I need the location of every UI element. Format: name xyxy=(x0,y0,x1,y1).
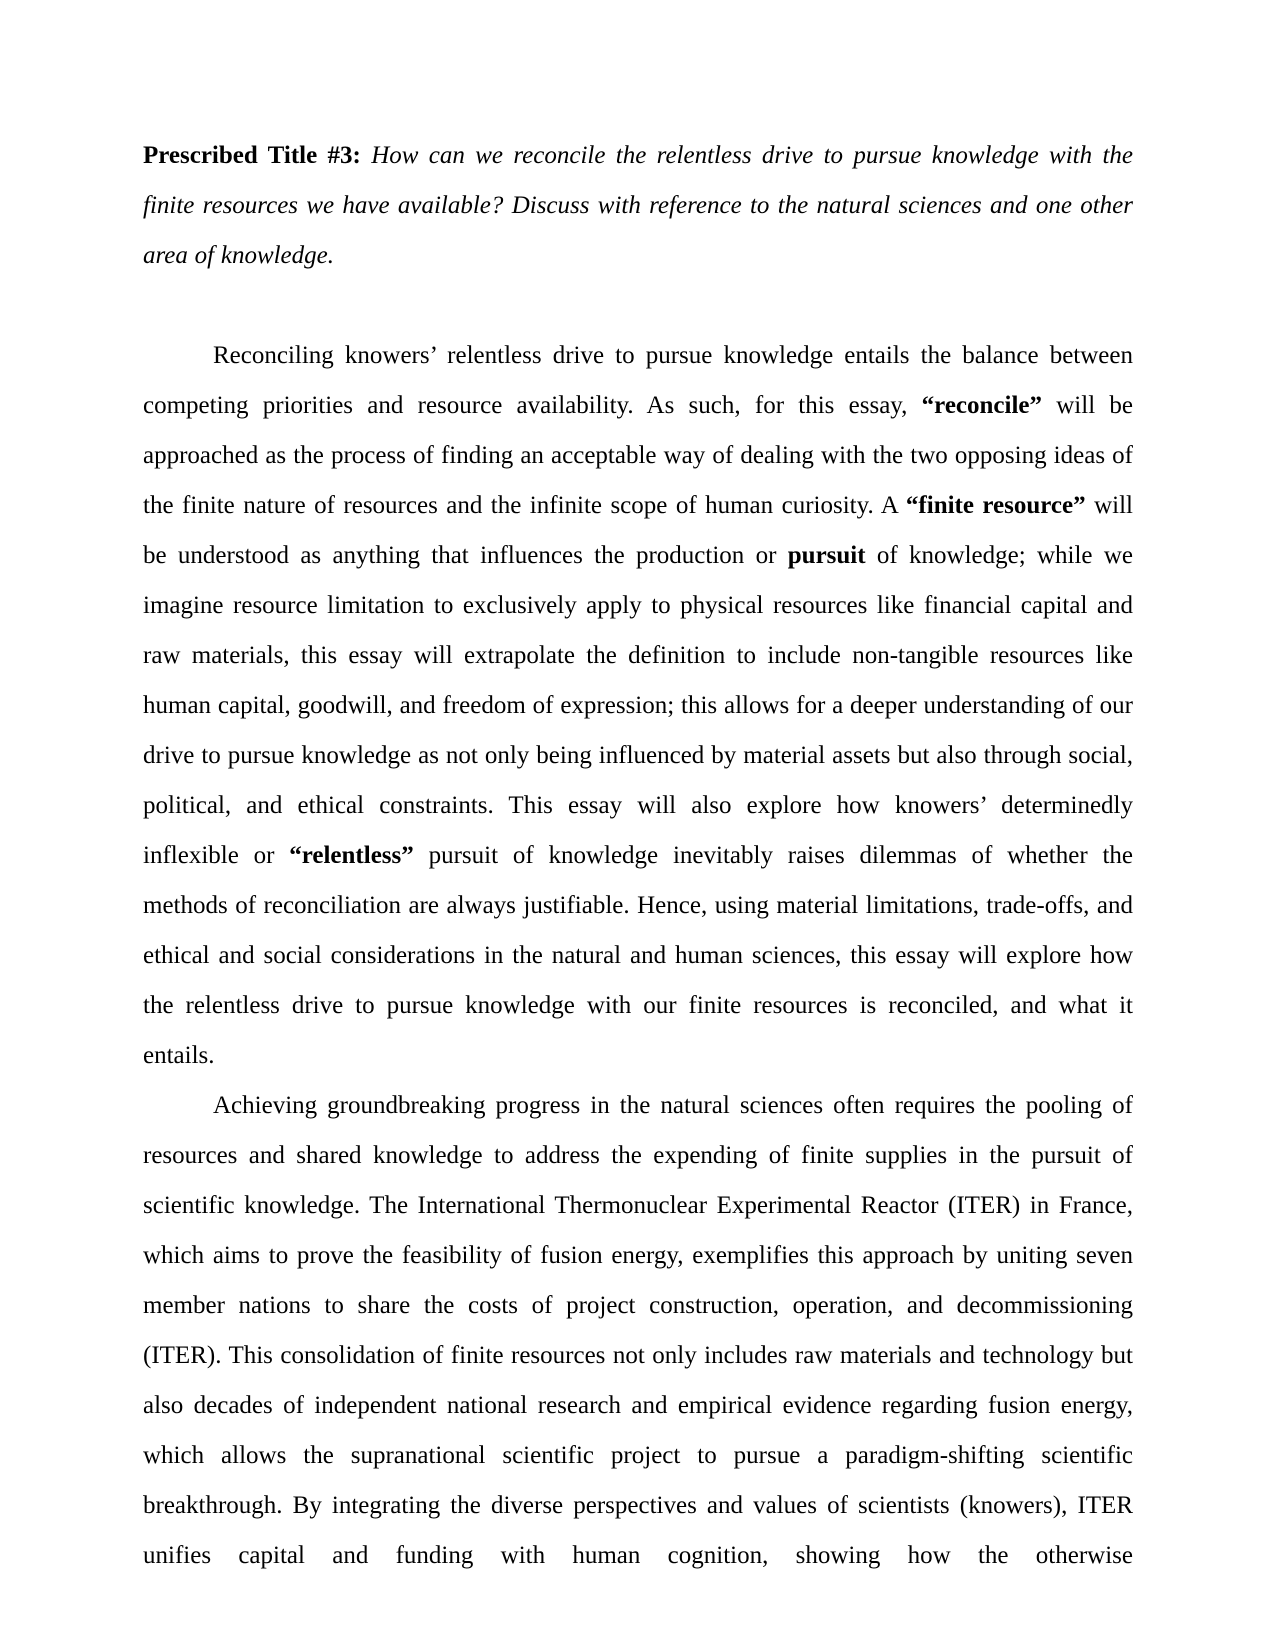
text-run: Achieving groundbreaking progress in the natural sciences often requires the pooling of resources and shared knowledge to address the expending of finite supplies in the pursuit of scientific knowledge. The International Thermonuclear Experimental Reactor (ITER) in France, which aims to prove the feasibility of fusion energy, exemplifies this approach by uniting seven member nations to share the costs of project construction, operation, and decommissioning (ITER). This consolidation of finite resources not only includes raw materials and technology but also decades of independent national research and empirical evidence regarding fusion energy, which allows the supranational scientific project to pursue a paradigm-shifting scientific breakthrough. By integrating the diverse perspectives and values of scientists (knowers), ITER unifies capital and funding with human cognition, showing how the otherwise xyxy=(143,1092,1133,1569)
text-run: Prescribed Title #3: xyxy=(143,142,372,169)
essay-paragraph-natural-sciences xyxy=(143,1081,1133,1581)
prescribed-title-paragraph xyxy=(143,131,1133,281)
text-run: will be understood as anything that influences the production or xyxy=(143,492,1133,569)
text-run: pursuit xyxy=(787,542,866,569)
text-run: How can we reconcile the relentless drive to pursue knowledge with the finite resources we have available? Discuss with reference to the natural sciences and one other area of knowledge. xyxy=(143,142,1133,269)
text-run: “relentless” xyxy=(289,842,414,869)
text-run: Reconciling knowers’ relentless drive to pursue knowledge entails the balance between competing priorities and resource availability. As such, for this essay, xyxy=(143,342,1133,419)
text-run: of knowledge; while we imagine resource limitation to exclusively apply to physical resources like financial capital and raw materials, this essay will extrapolate the definition to include non-tangible resources like human capital, goodwill, and freedom of expression; this allows for a deeper understanding of our drive to pursue knowledge as not only being influenced by material assets but also through social, political, and ethical constraints. This essay will also explore how knowers’ determinedly inflexible or xyxy=(143,542,1133,869)
text-run: pursuit of knowledge inevitably raises dilemmas of whether the methods of reconciliation are always justifiable. Hence, using material limitations, trade-offs, and ethical and social considerations in the natural and human sciences, this essay will explore how the relentless drive to pursue knowledge with our finite resources is reconciled, and what it entails. xyxy=(143,842,1133,1069)
text-run: “finite resource” xyxy=(905,492,1086,519)
text-run: “reconcile” xyxy=(921,392,1042,419)
essay-paragraph-introduction xyxy=(143,331,1133,1081)
text-run: will be approached as the process of finding an acceptable way of dealing with the two opposing ideas of the finite nature of resources and the infinite scope of human curiosity. A xyxy=(143,392,1133,519)
